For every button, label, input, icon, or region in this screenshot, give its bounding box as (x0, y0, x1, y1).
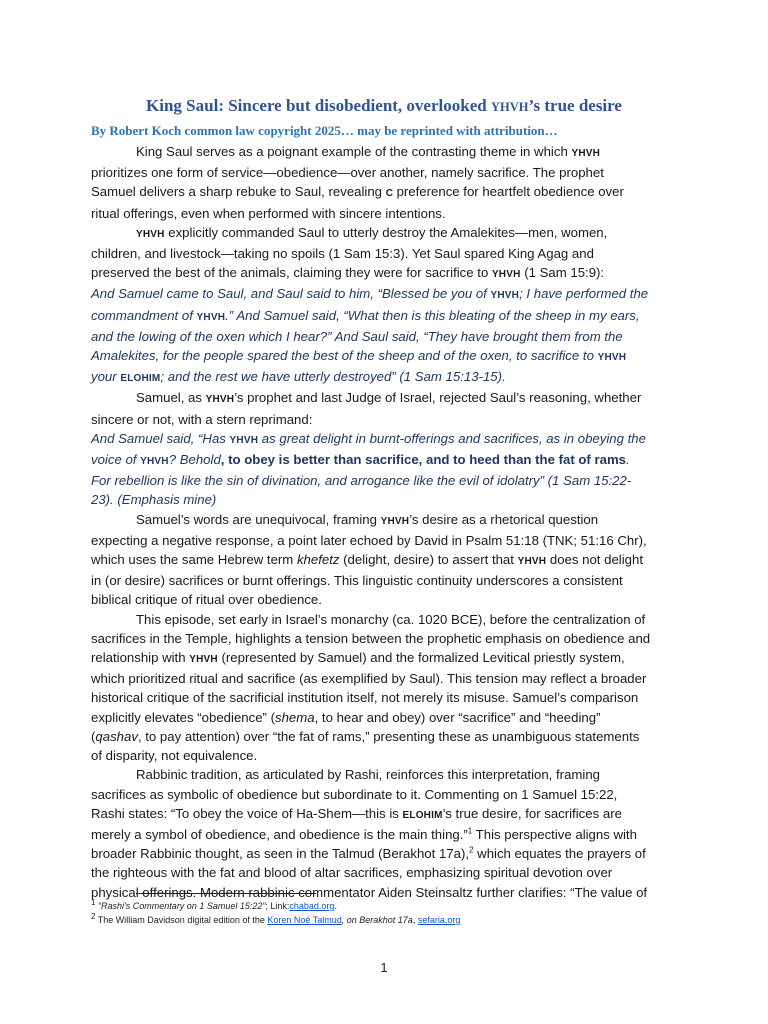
divine-name: YHVH (491, 269, 521, 281)
chabad-link[interactable]: chabad.org (289, 901, 335, 911)
document-body (91, 142, 651, 902)
koren-talmud-link[interactable]: Koren Noé Talmud (267, 915, 342, 925)
emphasis-text: , to obey is better than sacrifice, and to heed than the fat of rams (220, 452, 627, 468)
footnote-ref-2[interactable]: 2 (469, 845, 474, 855)
sefaria-link[interactable]: sefaria.org (417, 915, 461, 925)
divine-name-glyph: C (385, 188, 393, 200)
footnote-2: $^2$ The William Davidson digital edition of the Koren Noé Talmud, on Berakhot 17a, sefaria.org (91, 912, 461, 925)
divine-name: YHVH (140, 456, 169, 468)
footnote-ref-1[interactable]: 1 (467, 826, 473, 836)
paragraph-1: King Saul serves as a poignant example of the contrasting theme in which YHVH prioritizes one form of service—obedience—over another, namely sacrifice. The prophet Samuel delivers a sharp rebuke to Saul, revealing C preference for heartfelt obedience over ritual offerings, even when performed with sincere intentions. (91, 144, 624, 221)
paragraph-4: Samuel’s words are unequivocal, framing YHVH’s desire as a rhetorical question expecting a negative response, a point later echoed by David in Psalm 51:18 (TNK; 51:16 Chr), which uses the same Hebrew term khefetz (delight, desire) to assert that YHVH does not delight in (or desire) sacrifices or burnt offerings. This linguistic continuity underscores a consistent biblical critique of ritual over obedience. (91, 511, 647, 608)
block-quote-1: And Samuel came to Saul, and Saul said to him, “Blessed be you of YHVH; I have performed the commandment of YHVH.” And Samuel said, “What then is this bleating of the sheep in my ears, and the lowing of the oxen which I hear?” And Saul said, “They have brought them from the Amalekites, for the people spared the best of the sheep and of the oxen, to sacrifice to YHVH your ELOHIM; and the rest we have utterly destroyed” (1 Sam 15:13-15). (91, 286, 649, 385)
paragraph-3: Samuel, as YHVH’s prophet and last Judge of Israel, rejected Saul’s reasoning, whether sincere or not, with a stern reprimand: (91, 390, 642, 427)
paragraph-2: YHVH explicitly commanded Saul to utterly destroy the Amalekites—men, women, children, and livestock—taking no spoils (1 Sam 15:3). Yet Saul spared King Agag and preserved the best of the animals, claiming they were for sacrifice to YHVH (1 Sam 15:9): (91, 224, 608, 281)
elohim-name: ELOHIM (402, 809, 443, 821)
divine-name: YHVH (229, 434, 259, 446)
title-text: King Saul: Sincere but disobedient, overlooked (146, 96, 491, 115)
paragraph-5: This episode, set early in Israel’s monarchy (ca. 1020 BCE), before the centralization of sacrifices in the Temple, highlights a tension between the prophetic emphasis on obedience and relationship with YHVH (represented by Samuel) and the formalized Levitical priestly system, which prioritized ritual and sacrifice (as exemplified by Saul). This tension may reflect a broader historical critique of the sacrificial institution itself, not merely its misuse. Samuel’s comparison explicitly elevates “obedience” (shema, to hear and obey) over “sacrifice” and “heeding” (qashav, to pay attention) over “the fat of rams,” presenting these as unambiguous statements of disparity, not equivalence. (91, 611, 651, 764)
page-number: 1 (380, 960, 388, 975)
divine-name: YHVH (517, 556, 547, 568)
divine-name: YHVH (571, 148, 601, 159)
divine-name: YHVH (597, 352, 627, 364)
divine-name: YHVH (205, 394, 235, 406)
elohim-name: ELOHIM (120, 373, 161, 385)
divine-name: YHVH (380, 515, 410, 527)
divine-name: YHVH (490, 290, 520, 302)
footnote-1: $^1$ “Rashi’s Commentary on 1 Samuel 15:22”; Link:chabad.org. (91, 898, 337, 911)
title-text-end: ’s true desire (528, 96, 622, 115)
paragraph-6: Rabbinic tradition, as articulated by Rashi, reinforces this interpretation, framing sacrifices as symbolic of obedience but subordinate to it. Commenting on 1 Samuel 15:22, Rashi states: “To obey the voice of Ha-Shem—this is ELOHIM’s true desire, for sacrifices are merely a symbol of obedience, and obedience is the main thing.”$^1$ This perspective aligns with broader Rabbinic thought, as seen in the Talmud (Berakhot 17a),$^2$ which equates the prayers of the righteous with the fat and blood of altar sacrifices, emphasizing spiritual devotion over physical offerings. Modern rabbinic commentator Aiden Steinsaltz further clarifies: “The value of (91, 767, 648, 900)
title-divine-name: YHVH (490, 100, 529, 114)
divine-name: YHVH (189, 654, 218, 666)
hebrew-term: qashav (95, 728, 138, 744)
hebrew-term: shema (274, 709, 315, 725)
footnote-separator (136, 893, 316, 894)
divine-name: YHVH (196, 311, 226, 323)
author-byline: By Robert Koch common law copyright 2025… may be reprinted with attribution… (91, 123, 558, 138)
block-quote-2: And Samuel said, “Has YHVH as great delight in burnt-offerings and sacrifices, as in obeying the voice of YHVH? Behold, to obey is better than sacrifice, and to heed than the fat of rams. For rebellion is like the sin of divination, and arrogance like the evil of idolatry” (1 Sam 15:22-23). (Emphasis mine) (91, 430, 646, 508)
hebrew-term: khefetz (296, 552, 340, 568)
divine-name: YHVH (136, 228, 165, 240)
document-title (0, 96, 768, 116)
